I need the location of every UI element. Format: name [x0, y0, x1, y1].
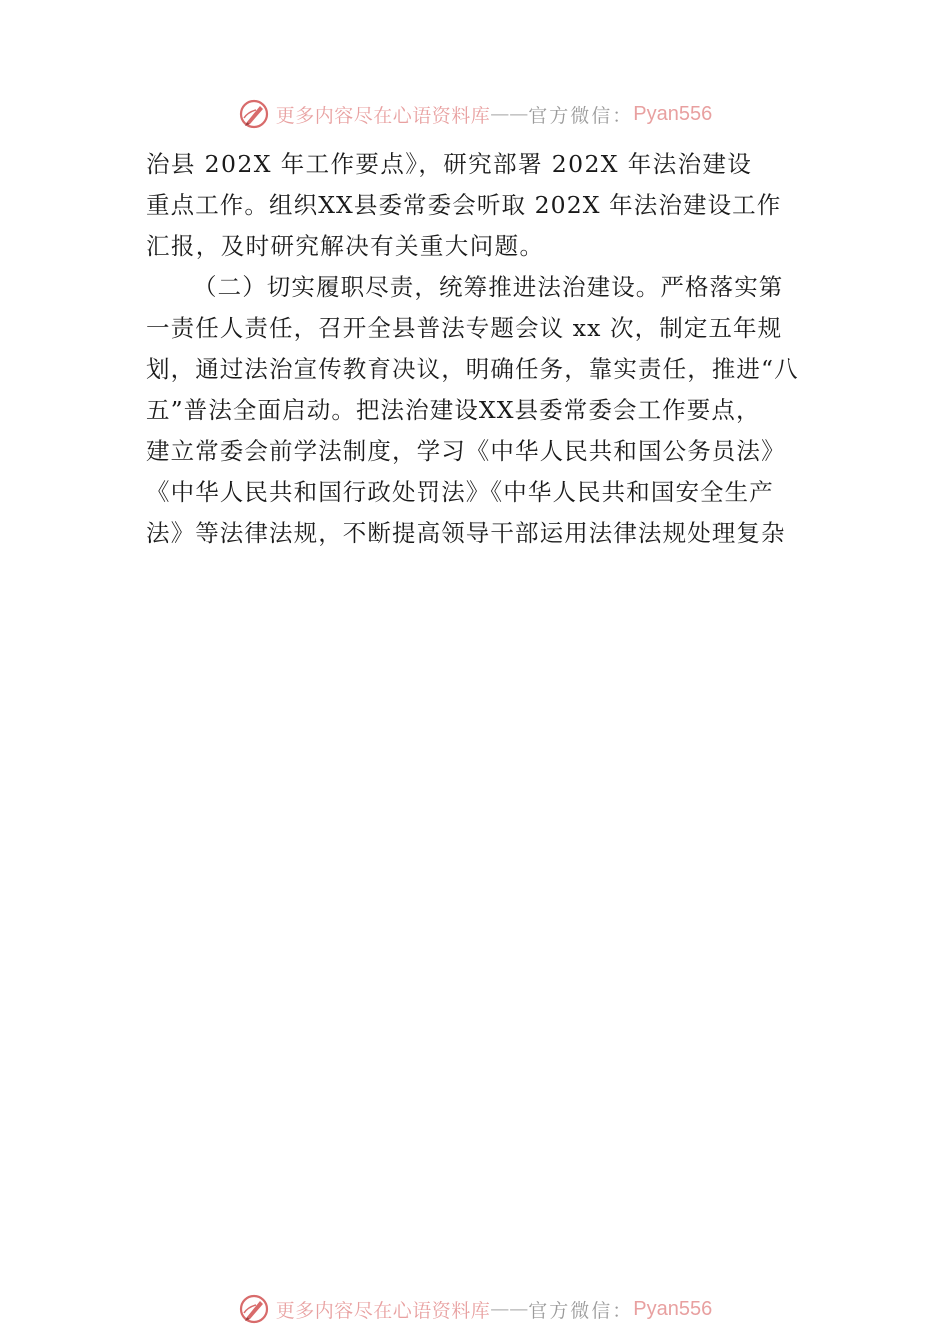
- text-line: 《中华人民共和国行政处罚法》《中华人民共和国安全生产: [146, 478, 774, 506]
- text-line: 一责任人责任，召开全县普法专题会议 xx 次，制定五年规: [146, 314, 783, 342]
- quill-pen-logo-icon: [238, 1293, 270, 1325]
- text-line: 划，通过法治宣传教育决议，明确任务，靠实责任，推进“八: [146, 355, 799, 383]
- watermark-separator: ——: [490, 1298, 529, 1320]
- watermark-text: 更多内容尽在心语资料库: [275, 1299, 491, 1322]
- text-line: 汇报，及时研究解决有关重大问题。: [146, 232, 545, 260]
- text-line: 重点工作。组织XX县委常委会听取 202X 年法治建设工作: [146, 191, 782, 219]
- watermark-id: Pyan556: [633, 102, 713, 125]
- text-line: 治县 202X 年工作要点》，研究部署 202X 年法治建设: [146, 150, 753, 178]
- watermark-separator: ——: [490, 103, 529, 125]
- document-body: [146, 144, 812, 554]
- footer-watermark: [0, 1289, 950, 1329]
- paragraph-heading-line: （二）切实履职尽责，统筹推进法治建设。严格落实第: [193, 273, 784, 301]
- header-watermark: [0, 94, 950, 134]
- watermark-text: 更多内容尽在心语资料库: [275, 104, 491, 127]
- watermark-label: 官方微信：: [528, 104, 634, 127]
- quill-pen-logo-icon: [238, 98, 270, 130]
- watermark-id: Pyan556: [633, 1297, 713, 1320]
- text-line: 五”普法全面启动。把法治建设XX县委常委会工作要点，: [146, 396, 761, 424]
- watermark-label: 官方微信：: [528, 1299, 634, 1322]
- text-line: 法》等法律法规，不断提高领导干部运用法律法规处理复杂: [146, 519, 786, 547]
- text-line: 建立常委会前学法制度，学习《中华人民共和国公务员法》: [146, 437, 786, 465]
